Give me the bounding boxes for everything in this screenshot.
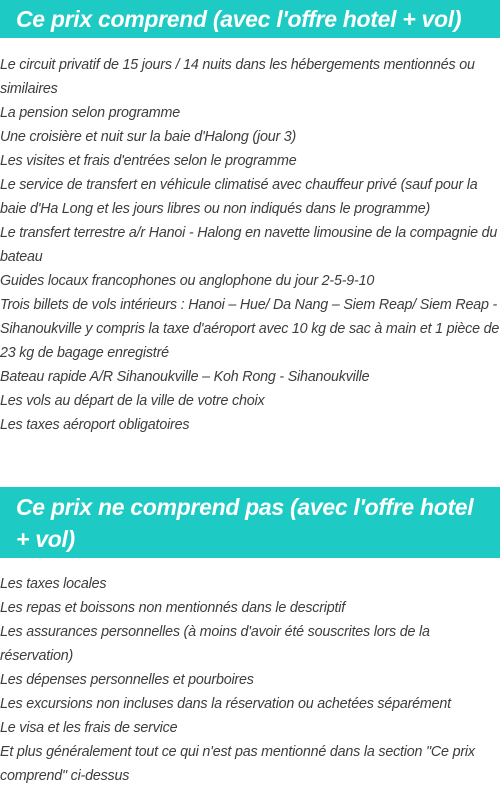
excluded-list (0, 572, 500, 788)
list-item: Bateau rapide A/R Sihanoukville – Koh Rong - Sihanoukville (0, 369, 370, 385)
section-title-excluded: Ce prix ne comprend pas (avec l'offre hotel + vol) (0, 487, 500, 558)
list-item: Trois billets de vols intérieurs : Hanoi – Hue/ Da Nang – Siem Reap/ Siem Reap - Sihanoukville y compris la taxe d'aéroport avec 10 kg de sac à main et 1 pièce de 23 kg de bagage enregistré (0, 297, 500, 361)
list-item: Les dépenses personnelles et pourboires (0, 672, 254, 688)
list-item: Le transfert terrestre a/r Hanoi - Halong en navette limousine de la compagnie du bateau (0, 225, 498, 265)
list-item: La pension selon programme (0, 105, 180, 121)
list-item: Les excursions non incluses dans la réservation ou achetées séparément (0, 696, 451, 712)
list-item: Les taxes aéroport obligatoires (0, 417, 190, 433)
list-item: Les taxes locales (0, 576, 107, 592)
list-item: Et plus généralement tout ce qui n'est pas mentionné dans la section "Ce prix comprend" ci-dessus (0, 744, 475, 784)
list-item: Guides locaux francophones ou anglophone du jour 2-5-9-10 (0, 273, 375, 289)
list-item: Les vols au départ de la ville de votre choix (0, 393, 265, 409)
list-item: Les assurances personnelles (à moins d'avoir été souscrites lors de la réservation) (0, 624, 430, 664)
list-item: Le service de transfert en véhicule climatisé avec chauffeur privé (sauf pour la baie d'Ha Long et les jours libres ou non indiqués dans le programme) (0, 177, 478, 217)
section-title-included: Ce prix comprend (avec l'offre hotel + vol) (0, 0, 500, 38)
list-item: Les visites et frais d'entrées selon le programme (0, 153, 297, 169)
list-item: Le circuit privatif de 15 jours / 14 nuits dans les hébergements mentionnés ou similaires (0, 57, 475, 97)
list-item: Une croisière et nuit sur la baie d'Halong (jour 3) (0, 129, 297, 145)
included-list (0, 53, 500, 437)
list-item: Les repas et boissons non mentionnés dans le descriptif (0, 600, 346, 616)
list-item: Le visa et les frais de service (0, 720, 178, 736)
